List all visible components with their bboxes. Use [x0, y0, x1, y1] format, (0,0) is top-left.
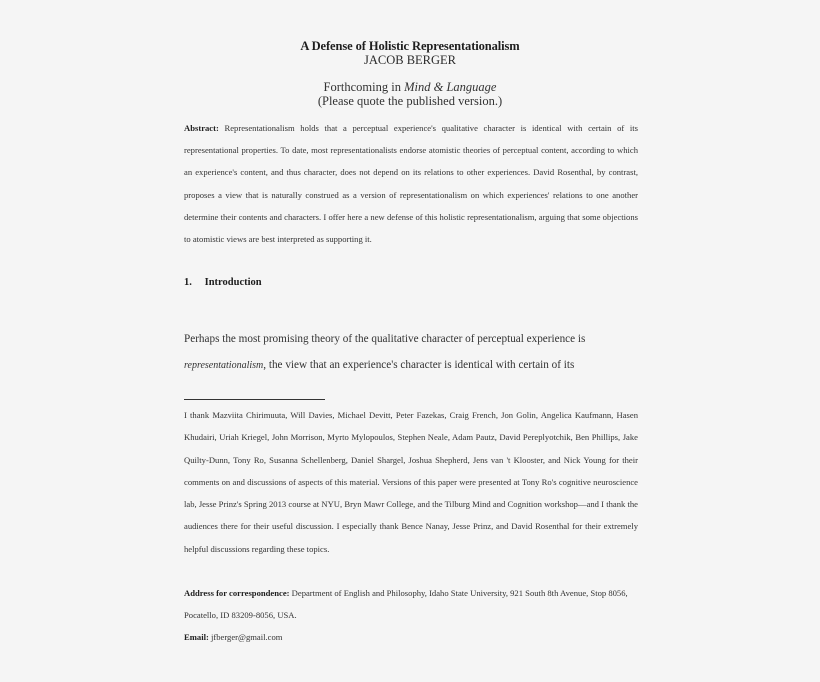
abstract-label: Abstract:: [184, 123, 219, 133]
forthcoming-prefix: Forthcoming in: [323, 80, 405, 94]
address-label: Address for correspondence:: [184, 588, 290, 598]
abstract-text: Representationalism holds that a perceptual experience's qualitative character is identical with certain of its representational properties. To date, most representationalists endorse atomistic theories of perceptual content, according to which an experience's content, and thus character, does not depend on its relations to other experiences. David Rosenthal, by contrast, proposes a view that is naturally construed as a version of representationalism on which experiences' relations to one another determine their contents and characters. I offer here a new defense of this holistic representationalism, arguing that some objections to atomistic views are best interpreted as supporting it.: [184, 123, 639, 245]
intro-paragraph: [184, 327, 624, 378]
correspondence-address: [184, 582, 638, 627]
email-link[interactable]: jfberger@gmail.com: [210, 632, 283, 642]
email-label: Email:: [184, 632, 209, 642]
journal-name: Mind & Language: [404, 80, 497, 94]
section-number: 1.: [184, 277, 192, 288]
forthcoming-note: [0, 80, 820, 95]
footnote-text: I thank Mazviita Chirimuuta, Will Davies, Michael Devitt, Peter Fazekas, Craig French, Jon Golin, Angelica Kaufmann, Hasen Khudairi, Uriah Kriegel, John Morrison, Myrto Mylopoulos, Stephen Neale, Adam Pautz, David Pereplyotchik, Ben Phillips, Jake Quilty-Dunn, Tony Ro, Susanna Schellenberg, Daniel Shargel, Joshua Shepherd, Jens van 't Klooster, and Nick Young for their comments on and discussions of aspects of this material. Versions of this paper were presented at Tony Ro's cognitive neuroscience lab, Jesse Prinz's Spring 2013 course at NYU, Bryn Mawr College, and the Tilburg Mind and Cognition workshop—and I thank the audiences there for their useful discussion. I especially thank Bence Nanay, Jesse Prinz, and David Rosenthal for their extremely helpful discussions regarding these topics.: [184, 410, 638, 554]
intro-line-2: [184, 353, 624, 379]
intro-line-1: Perhaps the most promising theory of the qualitative character of perceptual experience is: [184, 333, 586, 345]
italic-term: representationalism: [184, 359, 264, 371]
abstract: [184, 117, 638, 250]
paper-title: A Defense of Holistic Representationalism: [300, 39, 520, 53]
quote-note: (Please quote the published version.): [317, 94, 503, 108]
section-heading: [184, 277, 638, 288]
author-name: JACOB BERGER: [363, 53, 457, 67]
correspondence-email: [184, 626, 638, 648]
intro-line-2-rest: , the view that an experience's character is identical with certain of its: [263, 358, 575, 371]
footnote: [184, 404, 638, 560]
address-text: Department of English and Philosophy, Idaho State University, 921 South 8th Avenue, Stop 8056, Pocatello, ID 83209-8056, USA.: [184, 588, 628, 621]
footnote-divider: [184, 399, 325, 400]
section-title: Introduction: [204, 277, 262, 288]
